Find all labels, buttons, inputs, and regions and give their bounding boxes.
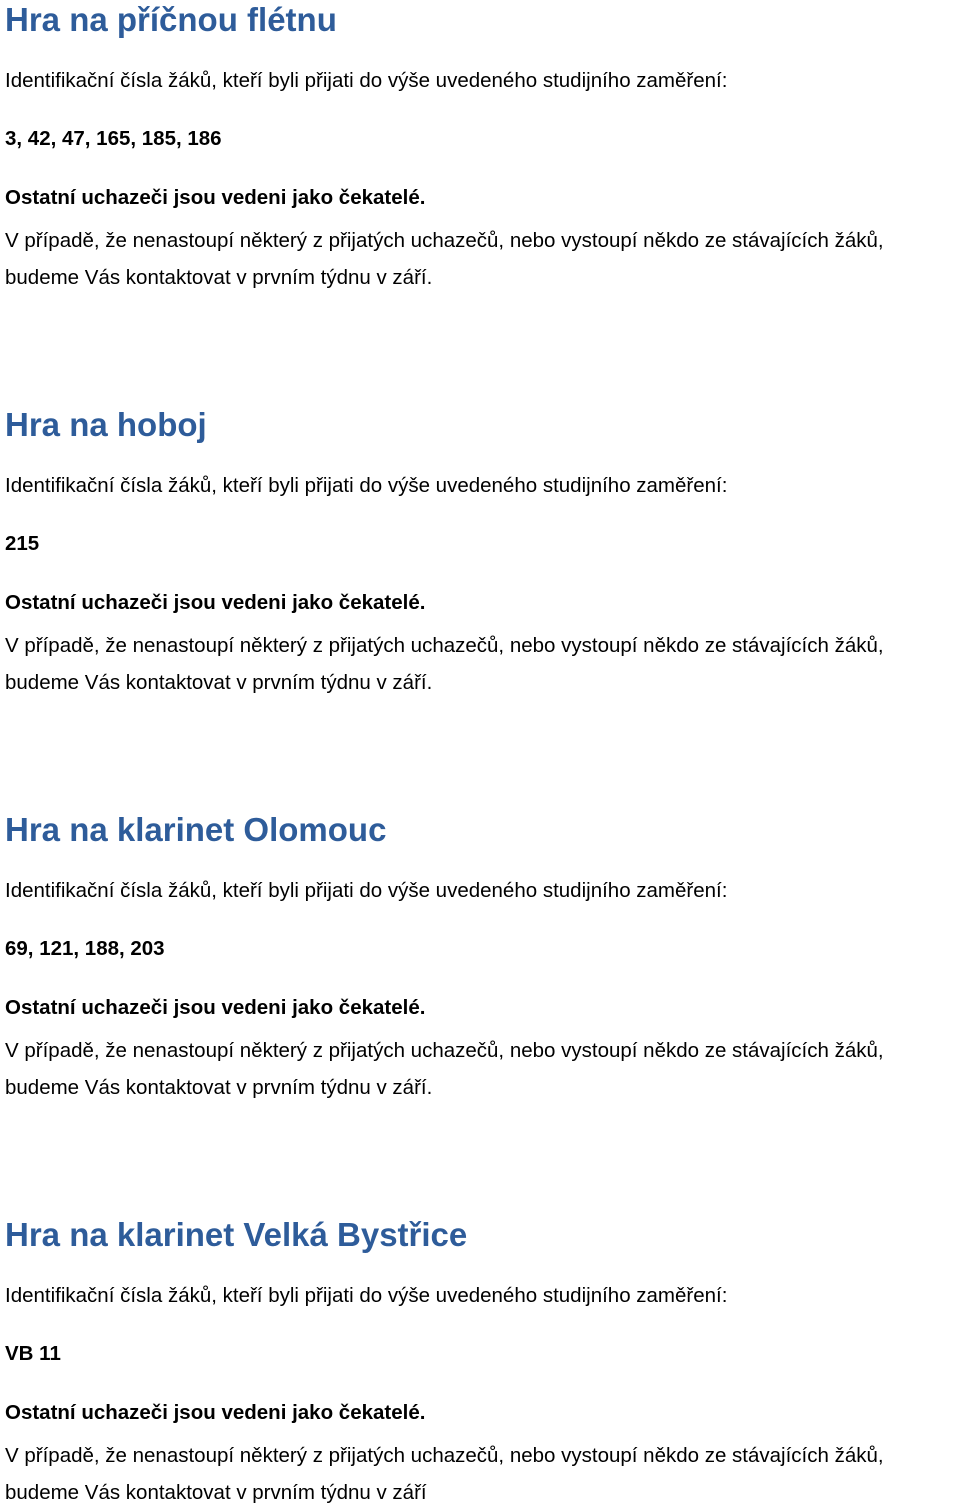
- section-intro: Identifikační čísla žáků, kteří byli přijati do výše uvedeného studijního zaměření:: [5, 474, 728, 497]
- section-heading: Hra na hoboj: [5, 406, 207, 443]
- contact-note: V případě, že nenastoupí některý z přijatých uchazečů, nebo vystoupí někdo ze stávajících žáků, budeme Vás kontaktovat v prvním týdnu v září.: [5, 634, 884, 694]
- section-intro: Identifikační čísla žáků, kteří byli přijati do výše uvedeného studijního zaměření:: [5, 69, 728, 92]
- waitlist-note: Ostatní uchazeči jsou vedeni jako čekatelé.: [5, 1401, 426, 1424]
- section-intro: Identifikační čísla žáků, kteří byli přijati do výše uvedeného studijního zaměření:: [5, 1284, 728, 1307]
- waitlist-note: Ostatní uchazeči jsou vedeni jako čekatelé.: [5, 186, 426, 209]
- admitted-ids: 69, 121, 188, 203: [5, 937, 165, 960]
- waitlist-note: Ostatní uchazeči jsou vedeni jako čekatelé.: [5, 591, 426, 614]
- section-heading: Hra na klarinet Olomouc: [5, 811, 387, 848]
- section-heading: Hra na klarinet Velká Bystřice: [5, 1216, 468, 1253]
- section-heading: Hra na příčnou flétnu: [5, 1, 337, 38]
- admitted-ids: 215: [5, 532, 40, 555]
- contact-note: V případě, že nenastoupí některý z přijatých uchazečů, nebo vystoupí někdo ze stávajících žáků, budeme Vás kontaktovat v prvním týdnu v září.: [5, 229, 884, 289]
- contact-note: V případě, že nenastoupí některý z přijatých uchazečů, nebo vystoupí někdo ze stávajících žáků, budeme Vás kontaktovat v prvním týdnu v září.: [5, 1039, 884, 1099]
- section-intro: Identifikační čísla žáků, kteří byli přijati do výše uvedeného studijního zaměření:: [5, 879, 728, 902]
- waitlist-note: Ostatní uchazeči jsou vedeni jako čekatelé.: [5, 996, 426, 1019]
- admitted-ids: VB 11: [5, 1342, 61, 1365]
- admitted-ids: 3, 42, 47, 165, 185, 186: [5, 127, 222, 150]
- contact-note: V případě, že nenastoupí některý z přijatých uchazečů, nebo vystoupí někdo ze stávajících žáků, budeme Vás kontaktovat v prvním týdnu v září: [5, 1444, 884, 1504]
